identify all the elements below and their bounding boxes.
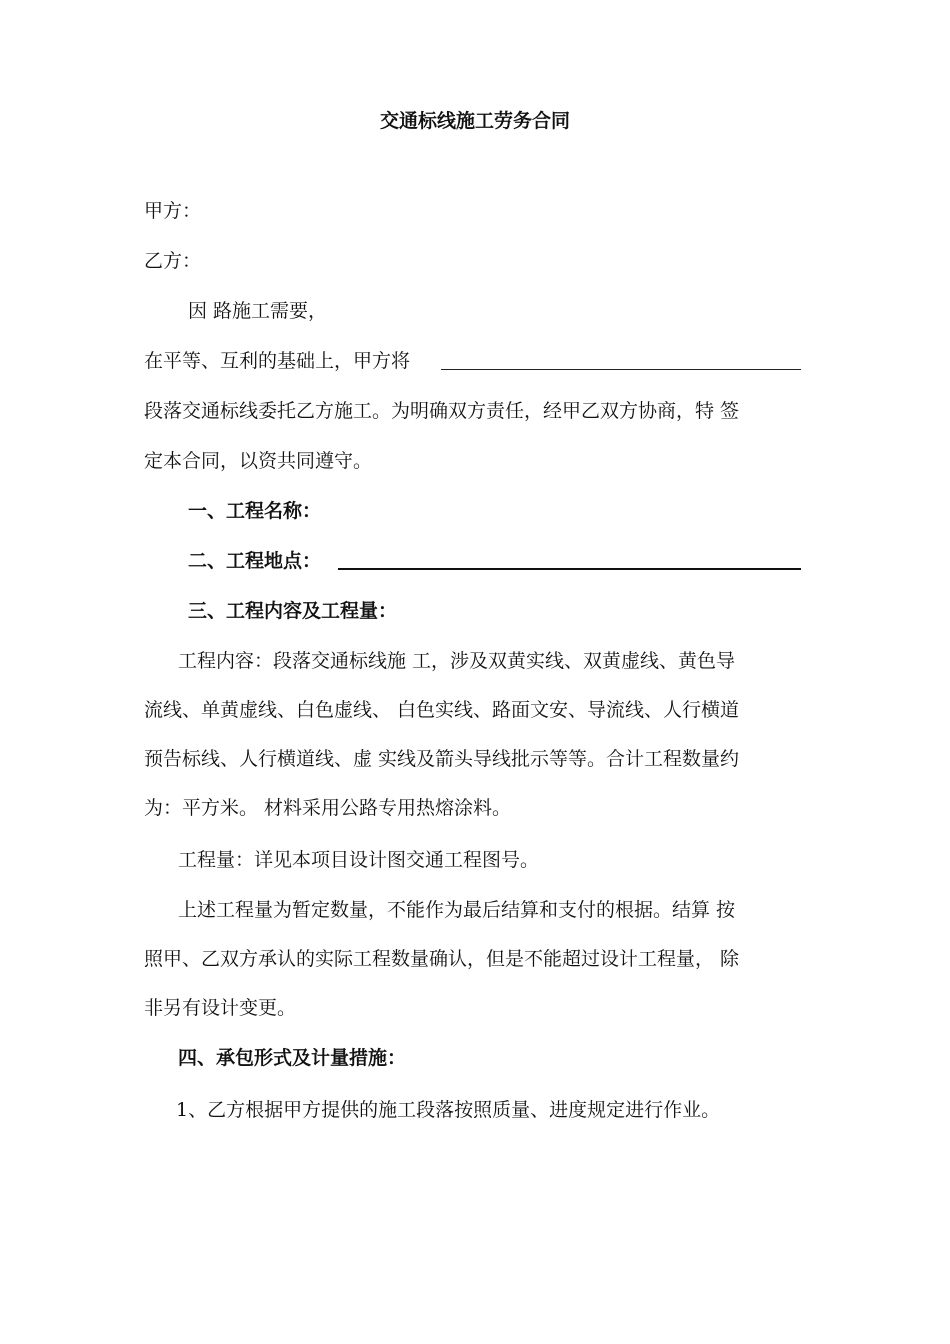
entrust-blank xyxy=(441,369,801,370)
section-contract-form: 四、承包形式及计量措施： xyxy=(178,1047,407,1069)
content-line-4: 为：平方米。 材料采用公路专用热熔涂料。 xyxy=(144,797,512,819)
item-1: 1、乙方根据甲方提供的施工段落按照质量、进度规定进行作业。 xyxy=(176,1099,721,1121)
quantity-line: 工程量：详见本项目设计图交通工程图号。 xyxy=(178,849,540,871)
location-blank xyxy=(338,568,801,570)
section-content-quantity: 三、工程内容及工程量： xyxy=(188,600,398,622)
party-b-label: 乙方： xyxy=(144,250,202,272)
section-project-name: 一、工程名称： xyxy=(188,500,322,522)
content-line-2: 流线、单黄虚线、白色虚线、 白色实线、路面文安、导流线、人行横道 xyxy=(144,699,740,721)
intro-paragraph: 因 路施工需要， xyxy=(188,300,328,322)
document-title: 交通标线施工劳务合同 xyxy=(379,110,570,132)
note-line-1: 上述工程量为暂定数量，不能作为最后结算和支付的根据。结算 按 xyxy=(178,899,736,921)
note-line-2: 照甲、乙双方承认的实际工程数量确认，但是不能超过设计工程量， 除 xyxy=(144,948,740,970)
note-line-3: 非另有设计变更。 xyxy=(144,997,297,1019)
content-line-3: 预告标线、人行横道线、虚 实线及箭头导线批示等等。合计工程数量约 xyxy=(144,748,740,770)
entrust-line: 在平等、互利的基础上，甲方将 xyxy=(144,350,411,372)
section-project-location: 二、工程地点： xyxy=(188,550,322,572)
entrust-line-2: 段落交通标线委托乙方施工。为明确双方责任，经甲乙双方协商，特 签 xyxy=(144,400,740,422)
party-a-label: 甲方： xyxy=(144,200,202,222)
content-line-1: 工程内容：段落交通标线施 工，涉及双黄实线、双黄虚线、黄色导 xyxy=(178,650,736,672)
entrust-line-3: 定本合同，以资共同遵守。 xyxy=(144,450,373,472)
